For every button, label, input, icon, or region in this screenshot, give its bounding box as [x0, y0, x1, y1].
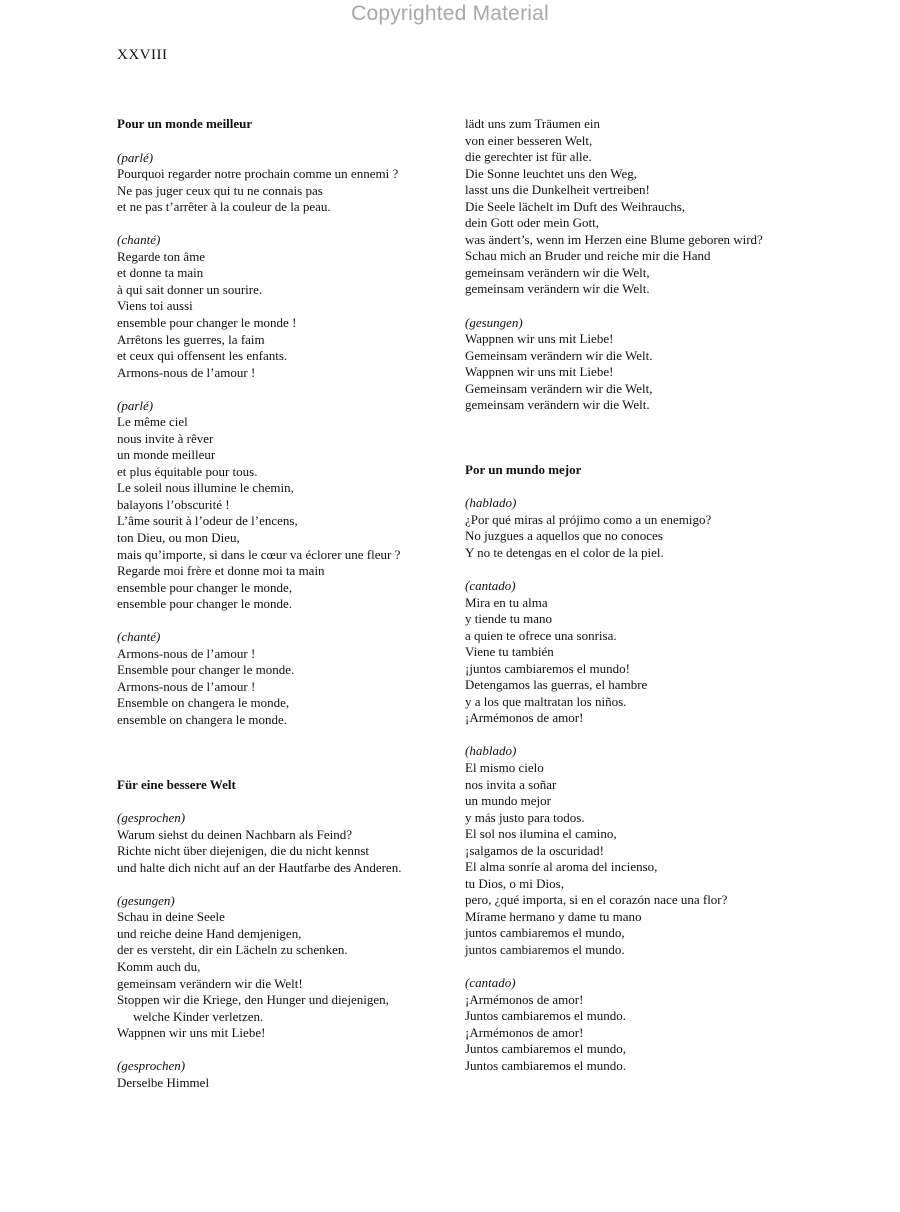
lyric-line: Mírame hermano y dame tu mano [465, 908, 642, 924]
performance-note: (gesungen) [465, 314, 523, 330]
lyric-line: nous invite à rêver [117, 430, 214, 446]
lyric-line: tu Dios, o mi Dios, [465, 875, 564, 891]
lyric-line: Juntos cambiaremos el mundo. [465, 1008, 627, 1024]
lyric-line: un mundo mejor [465, 793, 551, 809]
performance-note: (cantado) [465, 975, 516, 991]
lyric-line: y a los que maltratan los niños. [465, 693, 627, 709]
lyric-line: Derselbe Himmel [117, 1074, 210, 1090]
lyric-line: et donne ta main [117, 265, 204, 281]
lyric-line: der es versteht, dir ein Lächeln zu schenken. [117, 942, 348, 958]
lyrics-section [465, 462, 795, 1075]
stanza [465, 743, 795, 958]
stanza [465, 975, 795, 1074]
lyric-line: Juntos cambiaremos el mundo, [465, 1041, 627, 1057]
lyric-line: gemeinsam verändern wir die Welt. [465, 281, 650, 297]
lyric-line: El sol nos ilumina el camino, [465, 826, 617, 842]
lyric-line: die gerechter ist für alle. [465, 149, 592, 165]
lyric-line: ton Dieu, ou mon Dieu, [117, 530, 240, 546]
lyric-line: un monde meilleur [117, 447, 216, 463]
stanza [465, 116, 795, 298]
performance-note: (gesprochen) [117, 810, 186, 826]
lyric-line: a quien te ofrece una sonrisa. [465, 627, 617, 643]
lyric-line: ensemble on changera le monde. [117, 712, 288, 727]
stanza [117, 629, 437, 728]
lyric-line: L’âme sourit à l’odeur de l’encens, [117, 513, 298, 529]
lyric-line: Stoppen wir die Kriege, den Hunger und diejenigen, [117, 992, 389, 1008]
lyric-line: et plus équitable pour tous. [117, 463, 258, 479]
lyric-line: Y no te detengas en el color de la piel. [465, 544, 664, 560]
lyric-line: Juntos cambiaremos el mundo. [465, 1057, 627, 1073]
page-number: XXVIII [117, 47, 168, 63]
lyric-line: gemeinsam verändern wir die Welt! [117, 975, 303, 991]
lyric-line: ¡Armémonos de amor! [465, 1024, 584, 1040]
lyric-line: ensemble pour changer le monde, [117, 579, 293, 595]
performance-note: (hablado) [465, 743, 517, 759]
lyric-line: Armons-nous de l’amour ! [117, 678, 256, 694]
lyric-line: Schau in deine Seele [117, 909, 225, 925]
lyric-line: No juzgues a aquellos que no conoces [465, 528, 663, 544]
lyric-line: lädt uns zum Träumen ein [465, 116, 601, 131]
stanza [465, 578, 795, 727]
lyric-line: welche Kinder verletzen. [133, 1008, 264, 1024]
lyric-line: ¿Por qué miras al prójimo como a un enemigo? [465, 511, 712, 527]
lyric-line: Le soleil nous illumine le chemin, [117, 480, 294, 496]
lyric-line: à qui sait donner un sourire. [117, 281, 263, 297]
stanza [117, 810, 437, 876]
lyric-line: et ne pas t’arrêter à la couleur de la peau. [117, 199, 331, 215]
lyric-line: Gemeinsam verändern wir die Welt. [465, 347, 653, 363]
performance-note: (chanté) [117, 629, 161, 645]
lyric-line: y más justo para todos. [465, 809, 585, 825]
lyric-line: Die Sonne leuchtet uns den Weg, [465, 165, 638, 181]
copyright-watermark: Copyrighted Material [351, 2, 549, 25]
lyric-line: Wappnen wir uns mit Liebe! [465, 364, 614, 380]
section-title: Pour un monde meilleur [117, 116, 253, 131]
lyric-line: Arrêtons les guerres, la faim [117, 331, 265, 347]
performance-note: (chanté) [117, 232, 161, 248]
lyrics-section [117, 116, 437, 729]
stanza [465, 495, 795, 561]
lyric-line: Armons-nous de l’amour ! [117, 364, 256, 380]
lyric-line: Richte nicht über diejenigen, die du nicht kennst [117, 843, 369, 859]
lyric-line: pero, ¿qué importa, si en el corazón nace una flor? [465, 892, 728, 908]
lyric-line: et ceux qui offensent les enfants. [117, 348, 288, 364]
lyric-line: Regarde ton âme [117, 248, 206, 264]
lyric-line: Wappnen wir uns mit Liebe! [117, 1025, 266, 1041]
stanza [465, 315, 795, 414]
lyric-line: juntos cambiaremos el mundo. [465, 942, 625, 958]
performance-note: (parlé) [117, 397, 154, 413]
performance-note: (cantado) [465, 578, 516, 594]
lyric-line: juntos cambiaremos el mundo, [465, 925, 625, 941]
lyric-line: Die Seele lächelt im Duft des Weihrauchs, [465, 198, 686, 214]
right-column [465, 116, 795, 1074]
lyric-line: Ne pas juger ceux qui tu ne connais pas [117, 182, 323, 198]
stanza [117, 893, 437, 1042]
lyrics-section [465, 116, 795, 414]
lyric-line: und reiche deine Hand demjenigen, [117, 925, 302, 941]
lyric-line: Pourquoi regarder notre prochain comme un ennemi ? [117, 166, 399, 182]
lyric-line: Ensemble on changera le monde, [117, 695, 290, 711]
lyric-line: Warum siehst du deinen Nachbarn als Feind? [117, 826, 353, 842]
lyric-line: gemeinsam verändern wir die Welt, [465, 264, 650, 280]
lyric-line: Schau mich an Bruder und reiche mir die Hand [465, 248, 711, 264]
lyric-line: y tiende tu mano [465, 611, 553, 627]
stanza [117, 150, 437, 216]
performance-note: (parlé) [117, 149, 154, 165]
lyric-line: von einer besseren Welt, [465, 132, 593, 148]
performance-note: (hablado) [465, 495, 517, 511]
lyric-line: ¡Armémonos de amor! [465, 710, 584, 726]
lyric-line: lasst uns die Dunkelheit vertreiben! [465, 182, 650, 198]
lyric-line: ¡Armémonos de amor! [465, 991, 584, 1007]
lyric-line: Gemeinsam verändern wir die Welt, [465, 380, 653, 396]
lyric-line: Le même ciel [117, 414, 188, 430]
lyric-line: Viene tu también [465, 644, 554, 660]
stanza [117, 232, 437, 381]
lyric-line: nos invita a soñar [465, 776, 557, 792]
lyric-line: Wappnen wir uns mit Liebe! [465, 331, 614, 347]
stanza [117, 398, 437, 613]
lyric-line: was ändert’s, wenn im Herzen eine Blume geboren wird? [465, 231, 763, 247]
section-title: Por un mundo mejor [465, 461, 582, 477]
lyric-line: und halte dich nicht auf an der Hautfarbe des Anderen. [117, 859, 402, 875]
stanza [117, 1058, 437, 1091]
lyric-line: ¡juntos cambiaremos el mundo! [465, 660, 630, 676]
lyric-line: El alma sonríe al aroma del incienso, [465, 859, 658, 875]
lyric-line: Ensemble pour changer le monde. [117, 662, 295, 678]
section-title: Für eine bessere Welt [117, 776, 236, 792]
performance-note: (gesprochen) [117, 1058, 186, 1074]
lyric-line: gemeinsam verändern wir die Welt. [465, 397, 650, 413]
left-column [117, 116, 437, 1091]
lyric-line: balayons l’obscurité ! [117, 496, 230, 512]
lyric-line: Komm auch du, [117, 958, 201, 974]
lyric-line: ensemble pour changer le monde ! [117, 314, 297, 330]
lyric-line: ensemble pour changer le monde. [117, 596, 293, 612]
lyric-line: El mismo cielo [465, 760, 544, 775]
lyric-line: Detengamos las guerras, el hambre [465, 677, 648, 693]
lyric-line: Mira en tu alma [465, 594, 548, 610]
lyric-line: mais qu’importe, si dans le cœur va éclorer une fleur ? [117, 546, 401, 562]
lyric-line: Armons-nous de l’amour ! [117, 645, 256, 661]
lyric-line: ¡salgamos de la oscuridad! [465, 842, 604, 858]
performance-note: (gesungen) [117, 892, 175, 908]
lyric-line: Viens toi aussi [117, 298, 193, 314]
lyrics-section [117, 777, 437, 1092]
lyric-line: Regarde moi frère et donne moi ta main [117, 563, 325, 579]
lyric-line: dein Gott oder mein Gott, [465, 215, 599, 231]
